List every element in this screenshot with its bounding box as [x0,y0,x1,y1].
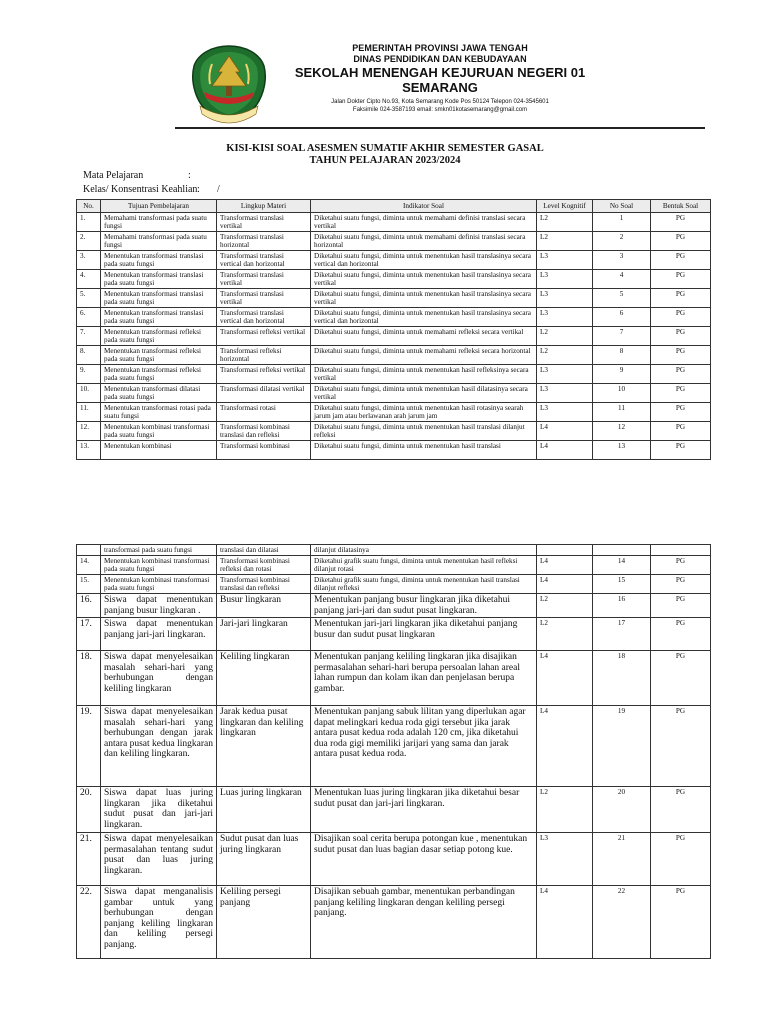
cell-indicator: Diketahui suatu fungsi, diminta untuk memahami refleksi secara horizontal [311,346,537,365]
cell-question-type: PG [651,327,711,346]
cell-objective: Menentukan transformasi translasi pada suatu fungsi [101,289,217,308]
table-row [77,618,711,651]
cell-indicator: dilanjut dilatasinya [311,545,537,556]
cell-question-type: PG [651,270,711,289]
cell-question-no [593,545,651,556]
table-row [77,787,711,833]
cell-question-type: PG [651,403,711,422]
cell-question-no: 16 [593,594,651,618]
cell-objective: Memahami transformasi pada suatu fungsi [101,213,217,232]
letterhead-address: Jalan Dokter Cipto No.93, Kota Semarang Kode Pos 50124 Telepon 024-3545601 [331,99,549,105]
cell-no: 7. [77,327,101,346]
province-emblem-icon [190,44,268,124]
cell-question-no: 19 [593,706,651,787]
cell-scope: Sudut pusat dan luas juring lingkaran [217,833,311,886]
document-title [150,143,620,167]
cell-level: L2 [537,346,593,365]
cell-question-type: PG [651,232,711,251]
table-row [77,441,711,460]
cell-level: L2 [537,594,593,618]
letterhead-contact: Faksimile 024-3587193 email: smkn01kotasemarang@gmail.com [352,107,528,113]
table-header-row [77,200,711,213]
cell-question-type: PG [651,441,711,460]
letterhead-city: SEMARANG [402,80,478,95]
cell-objective: Menentukan transformasi refleksi pada suatu fungsi [101,327,217,346]
table-row [77,213,711,232]
cell-no: 13. [77,441,101,460]
letterhead-school: SEKOLAH MENENGAH KEJURUAN NEGERI 01 [294,65,586,80]
cell-indicator: Diketahui suatu fungsi, diminta untuk menentukan hasil dilatasinya secara vertikal [311,384,537,403]
cell-level: L3 [537,833,593,886]
table-row [77,422,711,441]
header-objective: Tujuan Pembelajaran [101,200,217,213]
cell-objective: Menentukan kombinasi transformasi pada suatu fungsi [101,556,217,575]
cell-objective: Memahami transformasi pada suatu fungsi [101,232,217,251]
cell-question-no: 13 [593,441,651,460]
cell-question-no: 21 [593,833,651,886]
cell-question-no: 1 [593,213,651,232]
cell-indicator: Diketahui suatu fungsi, diminta untuk memahami definisi translasi secara vertikal [311,213,537,232]
cell-level: L4 [537,886,593,959]
cell-scope: Transformasi refleksi vertikal [217,365,311,384]
cell-objective: Siswa dapat menyelesaikan masalah sehari-hari yang berhubungan dengan keliling lingkaran [101,651,217,706]
cell-objective: Menentukan transformasi translasi pada suatu fungsi [101,251,217,270]
cell-no: 20. [77,787,101,833]
cell-level [537,545,593,556]
cell-no: 16. [77,594,101,618]
cell-scope: Jarak kedua pusat lingkaran dan keliling lingkaran [217,706,311,787]
cell-no: 21. [77,833,101,886]
cell-question-type: PG [651,787,711,833]
cell-question-no: 9 [593,365,651,384]
cell-indicator: Menentukan panjang keliling lingkaran jika disajikan permasalahan sehari-hari berupa persoalan lahan areal lahan rumpun dan kolam ikan dan penjelasan berupa gambar. [311,651,537,706]
cell-question-no: 6 [593,308,651,327]
cell-scope: Transformasi translasi vertikal [217,213,311,232]
table-row [77,346,711,365]
cell-scope: Keliling persegi panjang [217,886,311,959]
cell-indicator: Diketahui suatu fungsi, diminta untuk menentukan hasil translasinya secara vertikal [311,270,537,289]
cell-question-type: PG [651,308,711,327]
cell-objective: Siswa dapat menganalisis gambar untuk yang berhubungan dengan panjang keliling lingkaran dan keliling persegi panjang. [101,886,217,959]
cell-indicator: Disajikan soal cerita berupa potongan kue , menentukan sudut pusat dan luas bagian dasar setiap potong kue. [311,833,537,886]
table-row [77,833,711,886]
table-row [77,403,711,422]
letterhead-divider [175,127,705,129]
cell-indicator: Menentukan panjang busur lingkaran jika diketahui panjang jari-jari dan sudut pusat lingkaran. [311,594,537,618]
cell-scope: Busur lingkaran [217,594,311,618]
cell-question-no: 4 [593,270,651,289]
table-row [77,384,711,403]
cell-scope: Transformasi refleksi vertikal [217,327,311,346]
cell-no: 4. [77,270,101,289]
table-row [77,706,711,787]
cell-level: L4 [537,651,593,706]
cell-objective: Menentukan kombinasi transformasi pada suatu fungsi [101,422,217,441]
cell-indicator: Diketahui suatu fungsi, diminta untuk menentukan hasil refleksinya secara vertikal [311,365,537,384]
table-row [77,556,711,575]
cell-no: 3. [77,251,101,270]
subject-field [83,170,191,182]
cell-no: 2. [77,232,101,251]
cell-scope: Transformasi kombinasi translasi dan refleksi [217,575,311,594]
cell-objective: Siswa dapat luas juring lingkaran jika diketahui sudut pusat dan jari-jari lingkaran. [101,787,217,833]
class-label: Kelas/ Konsentrasi Keahlian [83,184,198,195]
cell-question-no: 7 [593,327,651,346]
cell-scope: Transformasi dilatasi vertikal [217,384,311,403]
blueprint-table-page2 [76,544,711,959]
cell-question-type: PG [651,706,711,787]
header-scope: Lingkup Materi [217,200,311,213]
cell-question-no: 12 [593,422,651,441]
cell-scope: Transformasi kombinasi translasi dan refleksi [217,422,311,441]
cell-question-no: 14 [593,556,651,575]
cell-scope: Transformasi translasi vertikal [217,270,311,289]
cell-question-no: 11 [593,403,651,422]
cell-question-no: 5 [593,289,651,308]
cell-level: L4 [537,556,593,575]
cell-indicator: Diketahui suatu fungsi, diminta untuk menentukan hasil translasinya secara vertical dan horizontal [311,251,537,270]
cell-level: L3 [537,251,593,270]
header-level: Level Kognitif [537,200,593,213]
cell-question-type: PG [651,575,711,594]
cell-scope: Transformasi kombinasi refleksi dan rotasi [217,556,311,575]
cell-question-no: 2 [593,232,651,251]
table-row [77,594,711,618]
table-row [77,270,711,289]
cell-question-no: 15 [593,575,651,594]
cell-level: L2 [537,213,593,232]
cell-no: 17. [77,618,101,651]
cell-question-type: PG [651,651,711,706]
letterhead-government: PEMERINTAH PROVINSI JAWA TENGAH [352,43,528,53]
cell-objective: transformasi pada suatu fungsi [101,545,217,556]
cell-scope: Transformasi rotasi [217,403,311,422]
letterhead-department: DINAS PENDIDIKAN DAN KEBUDAYAAN [353,54,527,64]
table-row [77,308,711,327]
class-colon: : [197,184,200,195]
cell-level: L3 [537,403,593,422]
cell-no: 18. [77,651,101,706]
cell-indicator: Diketahui suatu fungsi, diminta untuk menentukan hasil rotasinya searah jarum jam atau berlawanan arah jarum jam [311,403,537,422]
table-row [77,365,711,384]
cell-no: 11. [77,403,101,422]
table-row [77,545,711,556]
cell-question-type: PG [651,422,711,441]
cell-no [77,545,101,556]
cell-no: 9. [77,365,101,384]
subject-label: Mata Pelajaran [83,170,144,181]
cell-no: 8. [77,346,101,365]
cell-indicator: Diketahui suatu fungsi, diminta untuk memahami definisi translasi secara horizontal [311,232,537,251]
cell-question-type: PG [651,251,711,270]
cell-question-type: PG [651,289,711,308]
cell-question-type: PG [651,346,711,365]
document-page-1 [0,0,768,500]
cell-indicator: Diketahui suatu fungsi, diminta untuk memahami refleksi secara vertikal [311,327,537,346]
cell-indicator: Diketahui suatu fungsi, diminta untuk menentukan hasil translasi [311,441,537,460]
cell-objective: Siswa dapat menentukan panjang jari-jari lingkaran. [101,618,217,651]
cell-scope: Keliling lingkaran [217,651,311,706]
cell-indicator: Menentukan jari-jari lingkaran jika diketahui panjang busur dan sudut pusat lingkaran [311,618,537,651]
cell-scope: Transformasi translasi horizontal [217,232,311,251]
page-gap [0,500,768,540]
cell-question-type [651,545,711,556]
cell-question-no: 18 [593,651,651,706]
letterhead-text [290,42,590,114]
cell-level: L3 [537,384,593,403]
cell-level: L4 [537,441,593,460]
cell-objective: Menentukan kombinasi [101,441,217,460]
document-title-line1: KISI-KISI SOAL ASESMEN SUMATIF AKHIR SEMESTER GASAL [226,143,544,154]
cell-no: 14. [77,556,101,575]
cell-question-type: PG [651,618,711,651]
header-question-type: Bentuk Soal [651,200,711,213]
cell-objective: Siswa dapat menentukan panjang busur lingkaran . [101,594,217,618]
cell-no: 15. [77,575,101,594]
cell-level: L3 [537,270,593,289]
cell-objective: Siswa dapat menyelesaikan permasalahan tentang sudut pusat dan luas juring lingkaran. [101,833,217,886]
cell-question-type: PG [651,213,711,232]
cell-question-type: PG [651,365,711,384]
header-question-no: No Soal [593,200,651,213]
cell-objective: Menentukan transformasi refleksi pada suatu fungsi [101,346,217,365]
table-row [77,575,711,594]
cell-level: L3 [537,289,593,308]
cell-objective: Menentukan kombinasi transformasi pada suatu fungsi [101,575,217,594]
cell-question-no: 8 [593,346,651,365]
cell-level: L2 [537,618,593,651]
cell-level: L2 [537,232,593,251]
cell-question-type: PG [651,556,711,575]
cell-level: L4 [537,706,593,787]
cell-objective: Menentukan transformasi rotasi pada suatu fungsi [101,403,217,422]
cell-no: 5. [77,289,101,308]
cell-no: 1. [77,213,101,232]
cell-level: L2 [537,327,593,346]
cell-scope: Transformasi kombinasi [217,441,311,460]
letterhead [190,38,650,138]
cell-level: L3 [537,308,593,327]
header-indicator: Indikator Soal [311,200,537,213]
class-slash: / [217,184,220,195]
cell-indicator: Diketahui suatu fungsi, diminta untuk menentukan hasil translasinya secara vertikal [311,289,537,308]
cell-scope: Transformasi translasi vertical dan horizontal [217,308,311,327]
cell-indicator: Diketahui suatu fungsi, diminta untuk menentukan hasil translasinya secara vertical dan horizontal [311,308,537,327]
cell-indicator: Menentukan luas juring lingkaran jika diketahui besar sudut pusat dan jari-jari lingkaran. [311,787,537,833]
table-row [77,251,711,270]
subject-colon: : [188,170,191,181]
cell-scope: Transformasi refleksi horizontal [217,346,311,365]
cell-no: 22. [77,886,101,959]
cell-level: L4 [537,575,593,594]
cell-question-type: PG [651,594,711,618]
cell-question-no: 3 [593,251,651,270]
cell-objective: Menentukan transformasi translasi pada suatu fungsi [101,270,217,289]
blueprint-table-page1 [76,199,711,460]
table-row [77,327,711,346]
cell-no: 12. [77,422,101,441]
cell-no: 10. [77,384,101,403]
cell-scope: Luas juring lingkaran [217,787,311,833]
cell-question-type: PG [651,833,711,886]
cell-indicator: Disajikan sebuah gambar, menentukan perbandingan panjang keliling lingkaran dengan keliling persegi panjang. [311,886,537,959]
cell-question-no: 22 [593,886,651,959]
cell-scope: Transformasi translasi vertical dan horizontal [217,251,311,270]
cell-question-no: 20 [593,787,651,833]
cell-indicator: Diketahui grafik suatu fungsi, diminta untuk menentukan hasil translasi dilanjut refleksi [311,575,537,594]
cell-indicator: Diketahui grafik suatu fungsi, diminta untuk menentukan hasil refleksi dilanjut rotasi [311,556,537,575]
cell-question-no: 17 [593,618,651,651]
cell-indicator: Menentukan panjang sabuk lilitan yang diperlukan agar dapat melingkari kedua roda gigi tersebut jika jarak antara pusat kedua roda adalah 120 cm, jika diketahui dua roda gigi memiliki jarijari yang sama dan jarak antara pusat kedua roda. [311,706,537,787]
cell-objective: Siswa dapat menyelesaikan masalah sehari-hari yang berhubungan dengan jarak antara pusat kedua lingkaran dan keliling lingkaran. [101,706,217,787]
cell-objective: Menentukan transformasi translasi pada suatu fungsi [101,308,217,327]
cell-scope: Jari-jari lingkaran [217,618,311,651]
cell-indicator: Diketahui suatu fungsi, diminta untuk menentukan hasil translasi dilanjut refleksi [311,422,537,441]
class-field [83,184,220,196]
cell-question-no: 10 [593,384,651,403]
table-row [77,886,711,959]
document-title-line2: TAHUN PELAJARAN 2023/2024 [309,155,461,166]
cell-level: L3 [537,365,593,384]
cell-level: L4 [537,422,593,441]
header-no: No. [77,200,101,213]
cell-scope: Transformasi translasi vertikal [217,289,311,308]
cell-question-type: PG [651,384,711,403]
table-row [77,651,711,706]
cell-no: 19. [77,706,101,787]
cell-objective: Menentukan transformasi refleksi pada suatu fungsi [101,365,217,384]
cell-scope: translasi dan dilatasi [217,545,311,556]
cell-question-type: PG [651,886,711,959]
table-row [77,232,711,251]
cell-level: L2 [537,787,593,833]
table-row [77,289,711,308]
cell-objective: Menentukan transformasi dilatasi pada suatu fungsi [101,384,217,403]
cell-no: 6. [77,308,101,327]
